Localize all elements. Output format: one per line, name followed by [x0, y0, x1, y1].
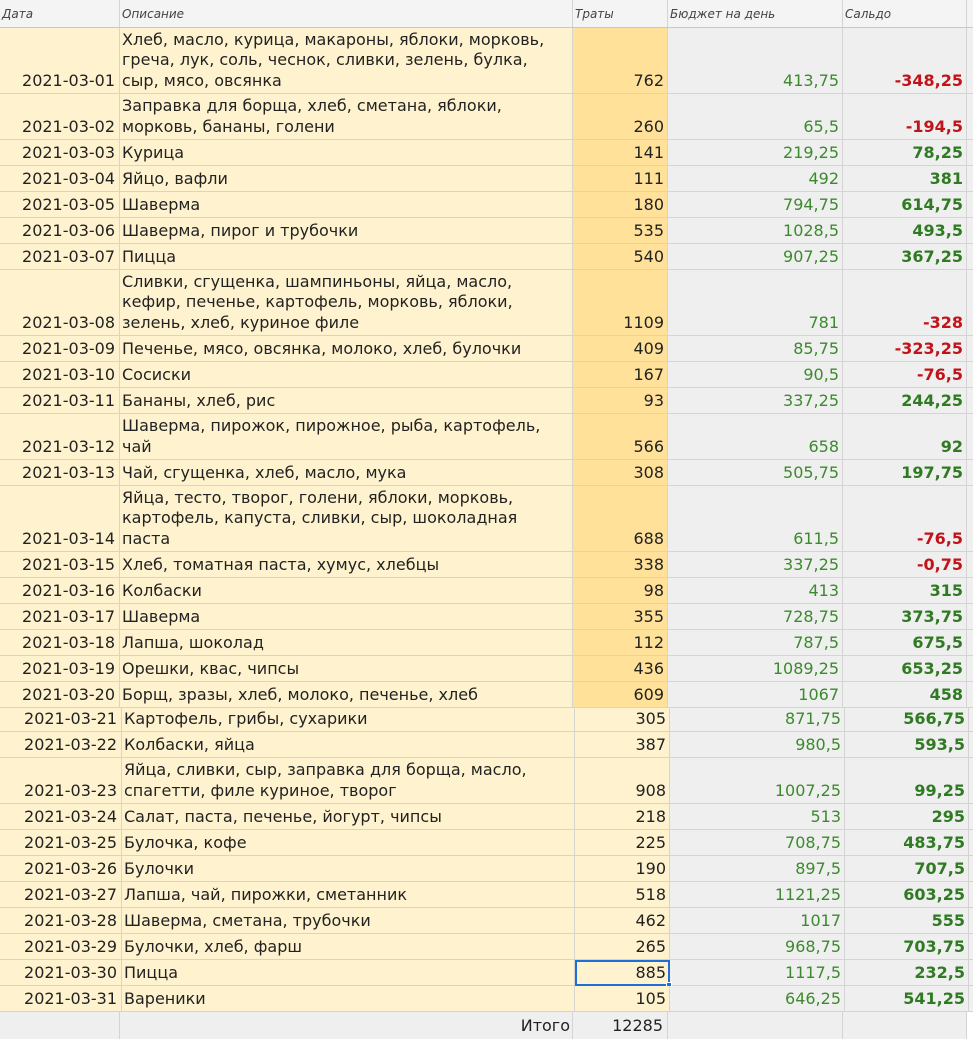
description-cell[interactable]: Курица	[120, 140, 573, 166]
description-cell[interactable]: Бананы, хлеб, рис	[120, 388, 573, 414]
date-cell[interactable]: 2021-03-07	[0, 244, 120, 270]
date-cell[interactable]: 2021-03-01	[0, 28, 120, 94]
row-edge	[967, 94, 973, 140]
balance-cell[interactable]: 614,75	[843, 192, 967, 218]
budget-cell[interactable]: 513	[670, 804, 845, 830]
balance-cell[interactable]: 373,75	[843, 604, 967, 630]
table-row	[0, 336, 973, 362]
totals-label[interactable]: Итого	[120, 1012, 573, 1039]
budget-cell[interactable]: 708,75	[670, 830, 845, 856]
budget-cell[interactable]: 413	[668, 578, 843, 604]
description-cell[interactable]: Яйцо, вафли	[120, 166, 573, 192]
budget-cell[interactable]: 1017	[670, 908, 845, 934]
budget-cell[interactable]: 1089,25	[668, 656, 843, 682]
date-cell[interactable]: 2021-03-30	[0, 960, 122, 986]
description-cell[interactable]: Лапша, шоколад	[120, 630, 573, 656]
description-cell[interactable]: Чай, сгущенка, хлеб, масло, мука	[120, 460, 573, 486]
table-row	[0, 908, 973, 934]
balance-cell[interactable]: 92	[843, 414, 967, 460]
table-row	[0, 552, 973, 578]
description-cell[interactable]: Лапша, чай, пирожки, сметанник	[122, 882, 575, 908]
date-cell[interactable]: 2021-03-05	[0, 192, 120, 218]
row-edge	[969, 882, 973, 908]
budget-cell[interactable]: 337,25	[668, 552, 843, 578]
description-cell[interactable]: Хлеб, томатная паста, хумус, хлебцы	[120, 552, 573, 578]
table-row	[0, 28, 973, 94]
balance-cell[interactable]: 483,75	[845, 830, 969, 856]
spent-cell[interactable]: 141	[573, 140, 668, 166]
date-cell[interactable]: 2021-03-09	[0, 336, 120, 362]
description-cell[interactable]: Булочки	[122, 856, 575, 882]
balance-cell[interactable]: 99,25	[845, 758, 969, 804]
row-edge	[967, 604, 973, 630]
row-edge	[967, 578, 973, 604]
row-edge	[969, 960, 973, 986]
description-cell[interactable]: Вареники	[122, 986, 575, 1012]
table-row	[0, 270, 973, 336]
description-cell[interactable]: Шаверма	[120, 192, 573, 218]
header-spent[interactable]: Траты	[573, 0, 668, 28]
table-row	[0, 244, 973, 270]
budget-cell[interactable]: 980,5	[670, 732, 845, 758]
table-row	[0, 460, 973, 486]
balance-cell[interactable]: 458	[843, 682, 967, 708]
date-cell[interactable]: 2021-03-31	[0, 986, 122, 1012]
date-cell[interactable]: 2021-03-06	[0, 218, 120, 244]
balance-cell[interactable]: 367,25	[843, 244, 967, 270]
spent-cell[interactable]: 112	[573, 630, 668, 656]
balance-cell[interactable]: 566,75	[845, 708, 969, 732]
date-cell[interactable]: 2021-03-18	[0, 630, 120, 656]
row-edge	[967, 414, 973, 460]
header-description[interactable]: Описание	[120, 0, 573, 28]
spent-cell[interactable]: 98	[573, 578, 668, 604]
table-row	[0, 758, 973, 804]
spent-cell[interactable]: 518	[575, 882, 670, 908]
row-edge	[967, 656, 973, 682]
header-date[interactable]: Дата	[0, 0, 120, 28]
header-budget[interactable]: Бюджет на день	[668, 0, 843, 28]
balance-cell[interactable]: -323,25	[843, 336, 967, 362]
date-cell[interactable]: 2021-03-19	[0, 656, 120, 682]
totals-empty-cell[interactable]	[0, 1012, 120, 1039]
balance-cell[interactable]: 244,25	[843, 388, 967, 414]
description-cell[interactable]: Пицца	[122, 960, 575, 986]
balance-cell[interactable]: 295	[845, 804, 969, 830]
spent-cell[interactable]: 409	[573, 336, 668, 362]
budget-cell[interactable]: 1067	[668, 682, 843, 708]
date-cell[interactable]: 2021-03-12	[0, 414, 120, 460]
description-cell[interactable]: Шаверма, пирог и трубочки	[120, 218, 573, 244]
spent-cell[interactable]: 190	[575, 856, 670, 882]
date-cell[interactable]: 2021-03-16	[0, 578, 120, 604]
date-cell[interactable]: 2021-03-08	[0, 270, 120, 336]
row-edge	[969, 856, 973, 882]
date-cell[interactable]: 2021-03-22	[0, 732, 122, 758]
spent-cell[interactable]: 305	[575, 708, 670, 732]
row-edge	[969, 908, 973, 934]
budget-cell[interactable]: 90,5	[668, 362, 843, 388]
balance-cell[interactable]: 603,25	[845, 882, 969, 908]
table-row	[0, 960, 973, 986]
row-edge	[969, 708, 973, 732]
date-cell[interactable]: 2021-03-23	[0, 758, 122, 804]
description-cell[interactable]: Булочка, кофе	[122, 830, 575, 856]
date-cell[interactable]: 2021-03-24	[0, 804, 122, 830]
budget-cell[interactable]: 897,5	[670, 856, 845, 882]
budget-cell[interactable]: 1007,25	[670, 758, 845, 804]
row-edge	[967, 630, 973, 656]
balance-cell[interactable]: -0,75	[843, 552, 967, 578]
date-cell[interactable]: 2021-03-25	[0, 830, 122, 856]
row-edge	[969, 804, 973, 830]
spent-cell[interactable]: 535	[573, 218, 668, 244]
table-row	[0, 388, 973, 414]
date-cell[interactable]: 2021-03-27	[0, 882, 122, 908]
balance-cell[interactable]: -76,5	[843, 486, 967, 552]
header-row	[0, 0, 973, 28]
totals-row	[0, 1012, 973, 1039]
row-edge	[967, 362, 973, 388]
budget-cell[interactable]: 646,25	[670, 986, 845, 1012]
table-row	[0, 708, 973, 732]
row-edge	[969, 934, 973, 960]
row-edge	[967, 244, 973, 270]
date-cell[interactable]: 2021-03-02	[0, 94, 120, 140]
spent-cell[interactable]: 436	[573, 656, 668, 682]
table-row	[0, 986, 973, 1012]
row-edge	[967, 336, 973, 362]
table-row	[0, 630, 973, 656]
budget-cell[interactable]: 337,25	[668, 388, 843, 414]
row-edge	[967, 218, 973, 244]
balance-cell[interactable]: 541,25	[845, 986, 969, 1012]
balance-cell[interactable]: 493,5	[843, 218, 967, 244]
row-edge	[969, 758, 973, 804]
totals-balance-empty[interactable]	[843, 1012, 967, 1039]
date-cell[interactable]: 2021-03-21	[0, 708, 122, 732]
table-row	[0, 218, 973, 244]
description-cell[interactable]: Колбаски	[120, 578, 573, 604]
table-row	[0, 656, 973, 682]
spent-cell[interactable]: 308	[573, 460, 668, 486]
date-cell[interactable]: 2021-03-03	[0, 140, 120, 166]
balance-cell[interactable]: 232,5	[845, 960, 969, 986]
balance-cell[interactable]: -328	[843, 270, 967, 336]
spent-cell[interactable]: 462	[575, 908, 670, 934]
description-cell[interactable]: Печенье, мясо, овсянка, молоко, хлеб, булочки	[120, 336, 573, 362]
table-row	[0, 94, 973, 140]
budget-cell[interactable]: 658	[668, 414, 843, 460]
description-cell[interactable]: Борщ, зразы, хлеб, молоко, печенье, хлеб	[120, 682, 573, 708]
table-row	[0, 804, 973, 830]
balance-cell[interactable]: 197,75	[843, 460, 967, 486]
budget-cell[interactable]: 413,75	[668, 28, 843, 94]
spent-cell[interactable]: 111	[573, 166, 668, 192]
description-cell[interactable]: Хлеб, масло, курица, макароны, яблоки, морковь, греча, лук, соль, чеснок, сливки, зелень, булка, сыр, мясо, овсянка	[120, 28, 573, 94]
table-row	[0, 140, 973, 166]
budget-cell[interactable]: 505,75	[668, 460, 843, 486]
date-cell[interactable]: 2021-03-14	[0, 486, 120, 552]
description-cell[interactable]: Булочки, хлеб, фарш	[122, 934, 575, 960]
budget-cell[interactable]: 1028,5	[668, 218, 843, 244]
budget-cell[interactable]: 1121,25	[670, 882, 845, 908]
date-cell[interactable]: 2021-03-15	[0, 552, 120, 578]
budget-cell[interactable]: 65,5	[668, 94, 843, 140]
table-row	[0, 882, 973, 908]
table-row	[0, 830, 973, 856]
spent-cell[interactable]: 167	[573, 362, 668, 388]
row-edge	[969, 732, 973, 758]
table-row	[0, 486, 973, 552]
spent-cell[interactable]: 225	[575, 830, 670, 856]
spent-cell[interactable]: 105	[575, 986, 670, 1012]
description-cell[interactable]: Салат, паста, печенье, йогурт, чипсы	[122, 804, 575, 830]
row-edge	[967, 28, 973, 94]
balance-cell[interactable]: -194,5	[843, 94, 967, 140]
description-cell[interactable]: Заправка для борща, хлеб, сметана, яблоки, морковь, бананы, голени	[120, 94, 573, 140]
balance-cell[interactable]: 703,75	[845, 934, 969, 960]
spent-cell[interactable]: 338	[573, 552, 668, 578]
row-edge	[967, 460, 973, 486]
row-edge	[969, 986, 973, 1012]
balance-cell[interactable]: 593,5	[845, 732, 969, 758]
description-cell[interactable]: Сосиски	[120, 362, 573, 388]
description-cell[interactable]: Сливки, сгущенка, шампиньоны, яйца, масло, кефир, печенье, картофель, морковь, яблоки, зелень, хлеб, куриное филе	[120, 270, 573, 336]
description-cell[interactable]: Шаверма, сметана, трубочки	[122, 908, 575, 934]
budget-cell[interactable]: 781	[668, 270, 843, 336]
balance-cell[interactable]: 675,5	[843, 630, 967, 656]
balance-cell[interactable]: 707,5	[845, 856, 969, 882]
totals-spent[interactable]: 12285	[573, 1012, 668, 1039]
spent-cell[interactable]: 609	[573, 682, 668, 708]
budget-cell[interactable]: 968,75	[670, 934, 845, 960]
date-cell[interactable]: 2021-03-20	[0, 682, 120, 708]
description-cell[interactable]: Яйца, сливки, сыр, заправка для борща, масло, спагетти, филе куриное, творог	[122, 758, 575, 804]
spent-cell[interactable]: 540	[573, 244, 668, 270]
balance-cell[interactable]: -348,25	[843, 28, 967, 94]
date-cell[interactable]: 2021-03-29	[0, 934, 122, 960]
table-row	[0, 414, 973, 460]
description-cell[interactable]: Пицца	[120, 244, 573, 270]
table-row	[0, 166, 973, 192]
spent-cell[interactable]: 93	[573, 388, 668, 414]
date-cell[interactable]: 2021-03-11	[0, 388, 120, 414]
description-cell[interactable]: Яйца, тесто, творог, голени, яблоки, морковь, картофель, капуста, сливки, сыр, шоколадная паста	[120, 486, 573, 552]
spent-cell[interactable]: 688	[573, 486, 668, 552]
description-cell[interactable]: Шаверма, пирожок, пирожное, рыба, картофель, чай	[120, 414, 573, 460]
table-row	[0, 578, 973, 604]
spent-cell[interactable]: 566	[573, 414, 668, 460]
budget-cell[interactable]: 219,25	[668, 140, 843, 166]
table-row	[0, 856, 973, 882]
balance-cell[interactable]: 381	[843, 166, 967, 192]
spent-cell[interactable]: 355	[573, 604, 668, 630]
budget-cell[interactable]: 907,25	[668, 244, 843, 270]
spent-cell[interactable]: 762	[573, 28, 668, 94]
row-edge	[969, 830, 973, 856]
date-cell[interactable]: 2021-03-04	[0, 166, 120, 192]
table-row	[0, 362, 973, 388]
budget-cell[interactable]: 85,75	[668, 336, 843, 362]
table-row	[0, 604, 973, 630]
spent-cell[interactable]: 260	[573, 94, 668, 140]
budget-cell[interactable]: 728,75	[668, 604, 843, 630]
spent-cell[interactable]: 180	[573, 192, 668, 218]
balance-cell[interactable]: 315	[843, 578, 967, 604]
date-cell[interactable]: 2021-03-17	[0, 604, 120, 630]
row-edge	[967, 192, 973, 218]
balance-cell[interactable]: 78,25	[843, 140, 967, 166]
table-row	[0, 732, 973, 758]
header-balance[interactable]: Сальдо	[843, 0, 967, 28]
date-cell[interactable]: 2021-03-10	[0, 362, 120, 388]
balance-cell[interactable]: -76,5	[843, 362, 967, 388]
date-cell[interactable]: 2021-03-13	[0, 460, 120, 486]
spent-cell[interactable]: 1109	[573, 270, 668, 336]
date-cell[interactable]: 2021-03-28	[0, 908, 122, 934]
spent-cell[interactable]: 885	[575, 960, 670, 986]
description-cell[interactable]: Колбаски, яйца	[122, 732, 575, 758]
row-edge	[967, 486, 973, 552]
table-row	[0, 682, 973, 708]
description-cell[interactable]: Орешки, квас, чипсы	[120, 656, 573, 682]
table-row	[0, 934, 973, 960]
spent-cell[interactable]: 265	[575, 934, 670, 960]
date-cell[interactable]: 2021-03-26	[0, 856, 122, 882]
row-edge	[967, 552, 973, 578]
description-cell[interactable]: Шаверма	[120, 604, 573, 630]
header-edge	[967, 0, 973, 28]
row-edge	[967, 140, 973, 166]
spent-cell[interactable]: 908	[575, 758, 670, 804]
table-row	[0, 192, 973, 218]
budget-cell[interactable]: 871,75	[670, 708, 845, 732]
budget-cell[interactable]: 787,5	[668, 630, 843, 656]
row-edge	[967, 388, 973, 414]
balance-cell[interactable]: 653,25	[843, 656, 967, 682]
budget-cell[interactable]: 492	[668, 166, 843, 192]
description-cell[interactable]: Картофель, грибы, сухарики	[122, 708, 575, 732]
totals-budget-empty[interactable]	[668, 1012, 843, 1039]
balance-cell[interactable]: 555	[845, 908, 969, 934]
row-edge	[967, 682, 973, 708]
row-edge	[967, 166, 973, 192]
spent-cell[interactable]: 387	[575, 732, 670, 758]
budget-cell[interactable]: 1117,5	[670, 960, 845, 986]
row-edge	[967, 270, 973, 336]
budget-cell[interactable]: 794,75	[668, 192, 843, 218]
spent-cell[interactable]: 218	[575, 804, 670, 830]
budget-cell[interactable]: 611,5	[668, 486, 843, 552]
